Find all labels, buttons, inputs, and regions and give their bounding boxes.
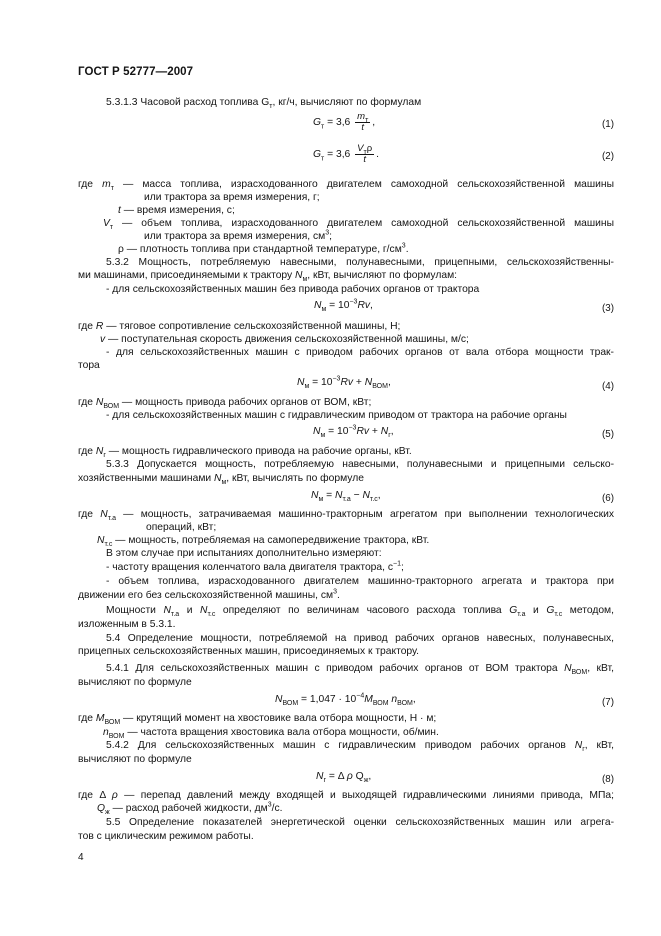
where-rho: ρ — плотность топлива при стандартной температуре, $г/см^3$. [118, 242, 409, 255]
bullet-fuel-volume: - объем топлива, израсходованного двигателем машинно-тракторного агрегата и трактора при [106, 576, 614, 587]
where-n-ta-cont: операций, кВт; [146, 522, 217, 533]
standard-header: ГОСТ Р 52777—2007 [78, 66, 194, 78]
clause-5-4: 5.4 Определение мощности, потребляемой на привод рабочих органов навесных, полунавесных, [106, 633, 614, 644]
where-n-g: где $N_г$ — мощность гидравлического привода на рабочие органы, кВт. [78, 446, 412, 460]
clause-5-4-cont: прицепных сельскохозяйственных машин, присоединяемых к трактору. [78, 646, 420, 657]
where-t: t — время измерения, с; [118, 205, 235, 216]
formula-2: $G_т = 3,6$ $\frac{V_т\rho}{t}$ . [313, 143, 379, 165]
clause-5-4-1-cont: вычисляют по формуле [78, 677, 192, 688]
clause-5-4-1: 5.4.1 Для сельскохозяйственных машин с приводом рабочих органов от ВОМ трактора $N_{ВОМ}$, кВт, [106, 663, 614, 677]
formula-5: $N_м = 10^{-3}Rv + N_г$, [313, 424, 394, 440]
formula-number-1: (1) [602, 119, 614, 130]
where-m-t: где $m_т$ — масса топлива, израсходованного двигателем самоходной сельскохозяйственной машины [78, 179, 614, 193]
formula-number-4: (4) [602, 381, 614, 392]
where-n-vom-speed: $n_{ВОМ}$ — частота вращения хвостовика вала отбора мощности, об/мин. [103, 727, 439, 741]
page-number: 4 [78, 852, 84, 863]
formula-number-8: (8) [602, 774, 614, 785]
where-n-tc: $N_{т.с}$ — мощность, потребляемая на самопередвижение трактора, кВт. [97, 535, 430, 549]
bullet-pto-drive: - для сельскохозяйственных машин с приводом рабочих органов от вала отбора мощности трак- [106, 347, 614, 358]
formula-3: $N_м = 10^{-3}Rv$, [314, 298, 373, 314]
formula-number-5: (5) [602, 429, 614, 440]
formula-number-7: (7) [602, 697, 614, 708]
clause-5-3-2-cont: ми машинами, присоединяемыми к трактору $N_м$, кВт, вычисляют по формулам: [78, 270, 458, 284]
clause-5-3-3: 5.3.3 Допускается мощность, потребляемую навесными, полунавесными и прицепными сельско- [106, 459, 614, 470]
bullet-crankshaft: - частоту вращения коленчатого вала двигателя трактора, $с^{-1}$; [106, 560, 404, 573]
clause-5-4-2: 5.4.2 Для сельскохозяйственных машин с гидравлическим приводом рабочих органов $N_г$, кВт, [106, 740, 614, 754]
formula-8: $N_г = \Delta$ ρ $Q_ж$, [316, 771, 372, 785]
clause-5-3-1-3: 5.3.1.3 Часовой расход топлива $G_т$, кг/ч, вычисляют по формулам [106, 97, 422, 111]
where-n-vom: где $N_{ВОМ}$ — мощность привода рабочих органов от ВОМ, кВт; [78, 397, 372, 411]
clause-5-3-2: 5.3.2 Мощность, потребляемую навесными, полунавесными, прицепными, сельскохозяйственны- [106, 257, 614, 268]
bullet-hydraulic: - для сельскохозяйственных машин с гидравлическим приводом от трактора на рабочие органы [106, 410, 567, 421]
where-delta-p: где Δ ρ — перепад давлений между входящей и выходящей гидравлическими линиями привода, МПа; [78, 790, 614, 801]
where-q: $Q_ж$ — расход рабочей жидкости, $дм^3/с$. [97, 801, 283, 817]
clause-5-5: 5.5 Определение показателей энергетической оценки сельскохозяйственных машин или агрега- [106, 817, 614, 828]
formula-7: $N_{ВОМ} = 1,047 \cdot 10^{-4}M_{ВОМ}$ $n_{ВОМ}$, [275, 692, 416, 708]
where-v-t-cont: или трактора за время измерения, $см^3$; [144, 229, 333, 242]
bullet-fuel-volume-cont: движении его без сельскохозяйственной машины, $см^3$. [78, 588, 340, 601]
paragraph-power-cont: изложенным в 5.3.1. [78, 619, 176, 630]
formula-number-3: (3) [602, 303, 614, 314]
where-v-t: $V_т$ — объем топлива, израсходованного двигателем самоходной сельскохозяйственной машины [103, 218, 614, 232]
clause-5-5-cont: тов с циклическим режимом работы. [78, 831, 254, 842]
where-n-ta: где $N_{т.а}$ — мощность, затрачиваемая машинно-тракторным агрегатом при выполнении технологических [78, 509, 615, 523]
formula-number-2: (2) [602, 151, 614, 162]
clause-5-4-2-cont: вычисляют по формуле [78, 754, 192, 765]
clause-5-3-3-cont: хозяйственными машинами $N_м$, кВт, вычислять по формуле [78, 473, 364, 487]
formula-4: $N_м = 10^{-3}Rv + N_{ВОМ}$, [297, 375, 391, 391]
formula-1: $G_т = 3,6$ $\frac{m_т}{t}$ , [313, 111, 376, 133]
bullet-no-drive: - для сельскохозяйственных машин без привода рабочих органов от трактора [106, 284, 480, 295]
formula-6: $N_м = N_{т.а} - N_{т.с}$, [311, 490, 381, 504]
where-v: v — поступательная скорость движения сельскохозяйственной машины, м/с; [100, 334, 469, 345]
paragraph-additional: В этом случае при испытаниях дополнительно измеряют: [106, 548, 382, 559]
formula-number-6: (6) [602, 493, 614, 504]
where-r: где R — тяговое сопротивление сельскохозяйственной машины, Н; [78, 321, 401, 332]
where-m-vom: где $M_{ВОМ}$ — крутящий момент на хвостовике вала отбора мощности, Н · м; [78, 713, 437, 727]
paragraph-power: Мощности $N_{т.а}$ и $N_{т.с}$ определяют по величинам часового расхода топлива $G_{т.а}$ и $G_{т.с}$ методом, [106, 605, 614, 619]
where-m-t-cont: или трактора за время измерения, г; [144, 192, 320, 203]
bullet-pto-drive-cont: тора [78, 360, 100, 371]
